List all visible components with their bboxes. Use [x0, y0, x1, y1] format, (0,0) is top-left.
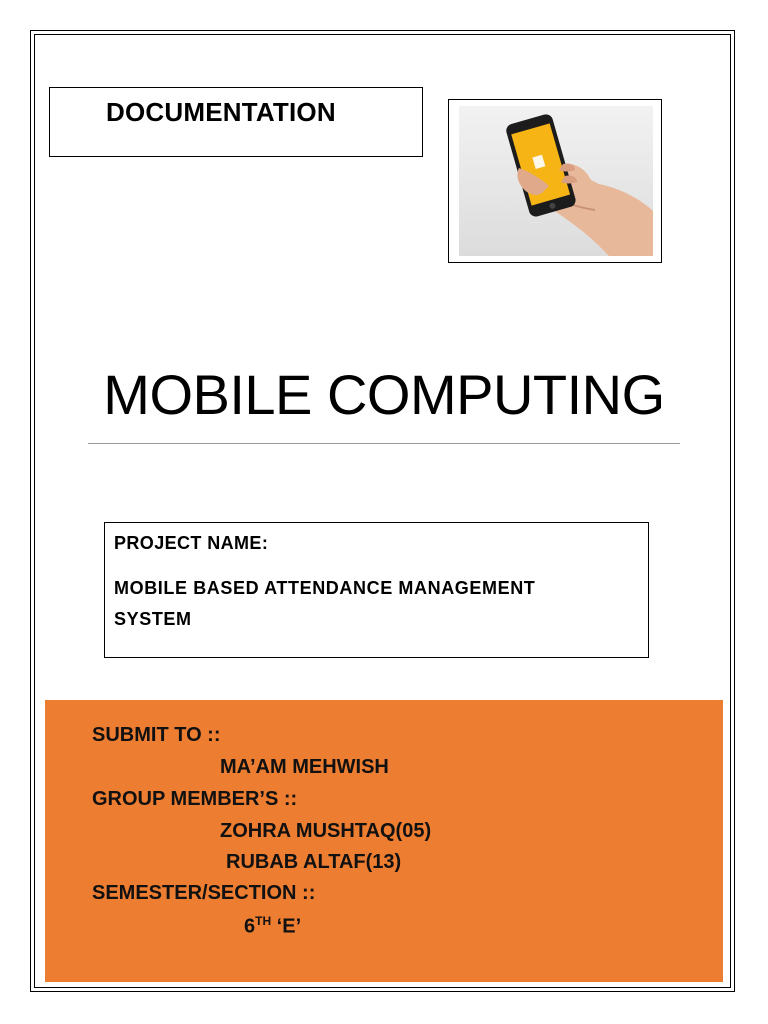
semester-suffix: TH [255, 914, 272, 928]
group-member-1: ZOHRA MUSHTAQ(05) [220, 820, 432, 842]
hand-holding-smartphone-icon [459, 106, 653, 256]
submit-to-label: SUBMIT TO :: [92, 724, 221, 746]
section-letter: ‘E’ [271, 915, 302, 938]
project-name-label: PROJECT NAME: [114, 533, 269, 553]
semester-section-label: SEMESTER/SECTION :: [92, 882, 316, 904]
semester-section-value [244, 914, 301, 939]
title-divider [88, 443, 680, 444]
documentation-label: DOCUMENTATION [106, 97, 336, 127]
group-member-2: RUBAB ALTAF(13) [226, 851, 402, 873]
project-title [114, 573, 634, 635]
photo-frame [448, 99, 662, 263]
semester-number: 6 [244, 915, 256, 938]
group-members-label: GROUP MEMBER’S :: [92, 788, 298, 810]
project-title-line-2: SYSTEM [114, 609, 192, 629]
submit-to-value: MA’AM MEHWISH [220, 756, 389, 778]
main-title: MOBILE COMPUTING [103, 363, 665, 426]
project-title-line-1: MOBILE BASED ATTENDANCE MANAGEMENT [114, 578, 536, 598]
